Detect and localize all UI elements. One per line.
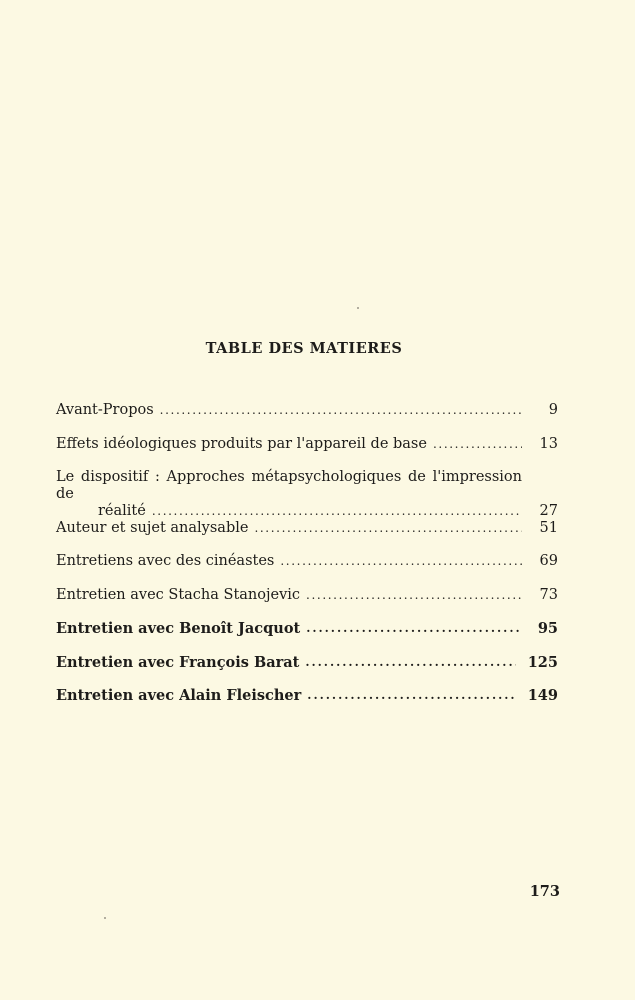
toc-entry-page: 13 (539, 435, 558, 452)
toc-entry-line2 (56, 503, 558, 520)
toc-entry-label: Effets idéologiques produits par l'appareil de base (56, 435, 427, 452)
toc-entry (56, 587, 558, 604)
toc-entry-label: Entretien avec Alain Fleischer (56, 687, 302, 704)
dot-leader (160, 402, 522, 419)
dot-leader (152, 503, 522, 520)
dot-leader (433, 436, 522, 453)
toc-entry (56, 469, 558, 519)
toc-entry-label: Auteur et sujet analysable (56, 519, 249, 536)
speck (357, 307, 359, 309)
toc-entry (56, 654, 558, 671)
speck (104, 917, 106, 919)
table-of-contents (56, 402, 558, 721)
dot-leader (307, 687, 515, 704)
toc-entry (56, 436, 558, 453)
toc-entry-label-line1: Le dispositif : Approches métapsychologiques de l'impression de (56, 469, 522, 502)
toc-entry-label: Entretiens avec des cinéastes (56, 553, 275, 569)
toc-entry-page: 69 (539, 553, 558, 569)
toc-entry-label: Avant-Propos (56, 402, 154, 418)
toc-entry-page: 27 (539, 503, 558, 519)
toc-entry-page: 51 (539, 519, 558, 536)
toc-entry-label-line2: réalité (98, 503, 146, 519)
toc-entry-label: Entretien avec Stacha Stanojevic (56, 586, 301, 603)
toc-entry-page: 9 (548, 402, 558, 418)
toc-entry-page: 149 (527, 687, 558, 704)
toc-entry-page: 95 (537, 620, 558, 637)
dot-leader (254, 520, 522, 537)
dot-leader (306, 620, 522, 637)
toc-entry-page: 73 (539, 586, 558, 603)
dot-leader (306, 587, 522, 604)
toc-entry-page: 125 (527, 653, 558, 671)
dot-leader (280, 553, 522, 570)
dot-leader (305, 654, 515, 671)
toc-entry (56, 553, 558, 570)
toc-entry (56, 687, 558, 704)
toc-entry-label: Entretien avec Benoît Jacquot (56, 620, 301, 637)
toc-entry (56, 402, 558, 419)
toc-entry (56, 620, 558, 637)
page-title: TABLE DES MATIERES (205, 340, 403, 357)
toc-entry (56, 520, 558, 537)
toc-entry-label: Entretien avec François Barat (56, 653, 300, 671)
page-number: 173 (529, 883, 560, 900)
